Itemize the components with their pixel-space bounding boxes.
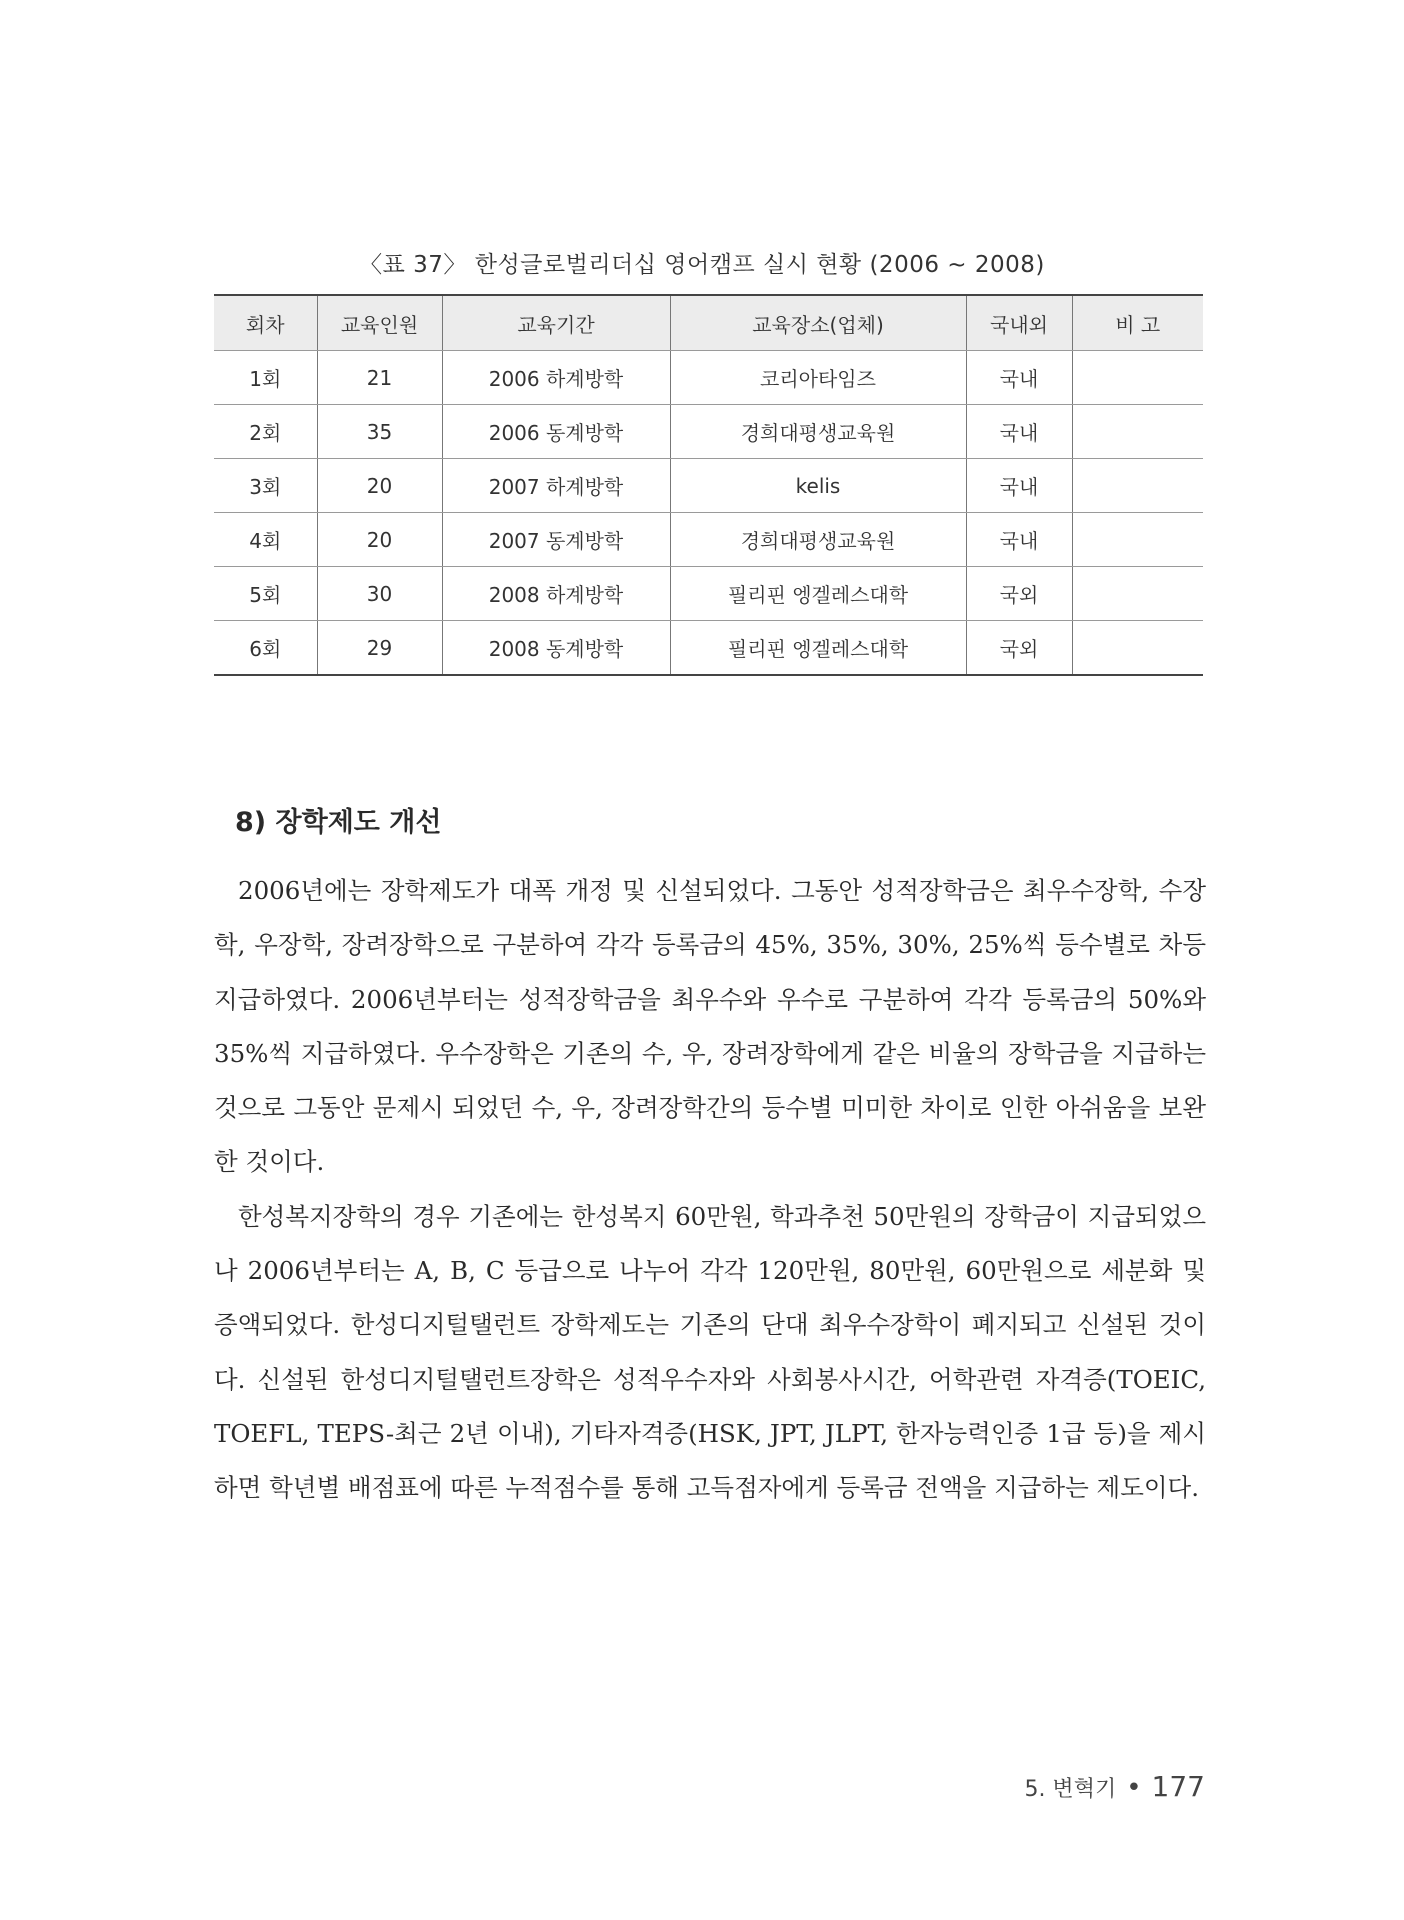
paragraph: 한성복지장학의 경우 기존에는 한성복지 60만원, 학과추천 50만원의 장학금이 지급되었으나 2006년부터는 A, B, C 등급으로 나누어 각각 120만원, 80만원, 60만원으로 세분화 및 증액되었다. 한성디지털탤런트 장학제도는 기존의 단대 최우수장학이 폐지되고 신설된 것이다. 신설된 한성디지털탤런트장학은 성적우수자와 사회봉사시간, 어학관련 자격증(TOEIC, TOEFL, TEPS-최근 2년 이내), 기타자격증(HSK, JPT, JLPT, 한자능력인증 1급 등)을 제시하면 학년별 배점표에 따른 누적점수를 통해 고득점자에게 등록금 전액을 지급하는 제도이다. — [214, 1201, 1206, 1503]
cell-venue: 경희대평생교육원 — [670, 405, 966, 459]
cell-period: 2007 하계방학 — [442, 459, 670, 513]
cell-period: 2006 동계방학 — [442, 405, 670, 459]
header-venue: 교육장소(업체) — [670, 295, 966, 351]
cell-remarks — [1072, 621, 1203, 676]
cell-session: 4회 — [214, 513, 317, 567]
cell-participants: 35 — [317, 405, 442, 459]
header-remarks: 비 고 — [1072, 295, 1203, 351]
header-session: 회차 — [214, 295, 317, 351]
body-text — [214, 864, 1206, 1516]
cell-session: 5회 — [214, 567, 317, 621]
cell-venue: 필리핀 엥겔레스대학 — [670, 621, 966, 676]
header-period: 교육기간 — [442, 295, 670, 351]
header-domestic-overseas: 국내외 — [966, 295, 1072, 351]
cell-period: 2008 하계방학 — [442, 567, 670, 621]
chapter-label: 5. 변혁기 — [1024, 1777, 1117, 1802]
cell-session: 6회 — [214, 621, 317, 676]
section-heading: 8) 장학제도 개선 — [235, 807, 442, 838]
cell-domestic-overseas: 국내 — [966, 459, 1072, 513]
cell-domestic-overseas: 국내 — [966, 513, 1072, 567]
table-row — [214, 405, 1203, 459]
page-number: 177 — [1151, 1770, 1205, 1803]
page-footer — [1024, 1770, 1205, 1803]
cell-session: 1회 — [214, 351, 317, 405]
cell-participants: 20 — [317, 513, 442, 567]
table-row — [214, 459, 1203, 513]
cell-session: 3회 — [214, 459, 317, 513]
cell-period: 2006 하계방학 — [442, 351, 670, 405]
table-caption: 〈표 37〉 한성글로벌리더십 영어캠프 실시 현황 (2006 ~ 2008) — [359, 252, 1045, 278]
cell-period: 2008 동계방학 — [442, 621, 670, 676]
cell-period: 2007 동계방학 — [442, 513, 670, 567]
cell-domestic-overseas: 국내 — [966, 351, 1072, 405]
cell-domestic-overseas: 국외 — [966, 567, 1072, 621]
bullet-separator: • — [1126, 1773, 1142, 1803]
cell-remarks — [1072, 513, 1203, 567]
cell-venue: 필리핀 엥겔레스대학 — [670, 567, 966, 621]
cell-domestic-overseas: 국외 — [966, 621, 1072, 676]
table-row — [214, 621, 1203, 676]
cell-remarks — [1072, 351, 1203, 405]
table-row — [214, 513, 1203, 567]
cell-domestic-overseas: 국내 — [966, 405, 1072, 459]
cell-remarks — [1072, 405, 1203, 459]
cell-venue: kelis — [670, 459, 966, 513]
cell-participants: 20 — [317, 459, 442, 513]
cell-session: 2회 — [214, 405, 317, 459]
header-participants: 교육인원 — [317, 295, 442, 351]
table-row — [214, 567, 1203, 621]
cell-participants: 29 — [317, 621, 442, 676]
cell-participants: 30 — [317, 567, 442, 621]
english-camp-table — [214, 294, 1203, 676]
cell-remarks — [1072, 459, 1203, 513]
cell-remarks — [1072, 567, 1203, 621]
cell-participants: 21 — [317, 351, 442, 405]
table-header-row — [214, 295, 1203, 351]
paragraph: 2006년에는 장학제도가 대폭 개정 및 신설되었다. 그동안 성적장학금은 최우수장학, 수장학, 우장학, 장려장학으로 구분하여 각각 등록금의 45%, 35%, 30%, 25%씩 등수별로 차등 지급하였다. 2006년부터는 성적장학금을 최우수와 우수로 구분하여 각각 등록금의 50%와 35%씩 지급하였다. 우수장학은 기존의 수, 우, 장려장학에게 같은 비율의 장학금을 지급하는 것으로 그동안 문제시 되었던 수, 우, 장려장학간의 등수별 미미한 차이로 인한 아쉬움을 보완한 것이다. — [214, 876, 1206, 1177]
table-row — [214, 351, 1203, 405]
cell-venue: 경희대평생교육원 — [670, 513, 966, 567]
cell-venue: 코리아타임즈 — [670, 351, 966, 405]
